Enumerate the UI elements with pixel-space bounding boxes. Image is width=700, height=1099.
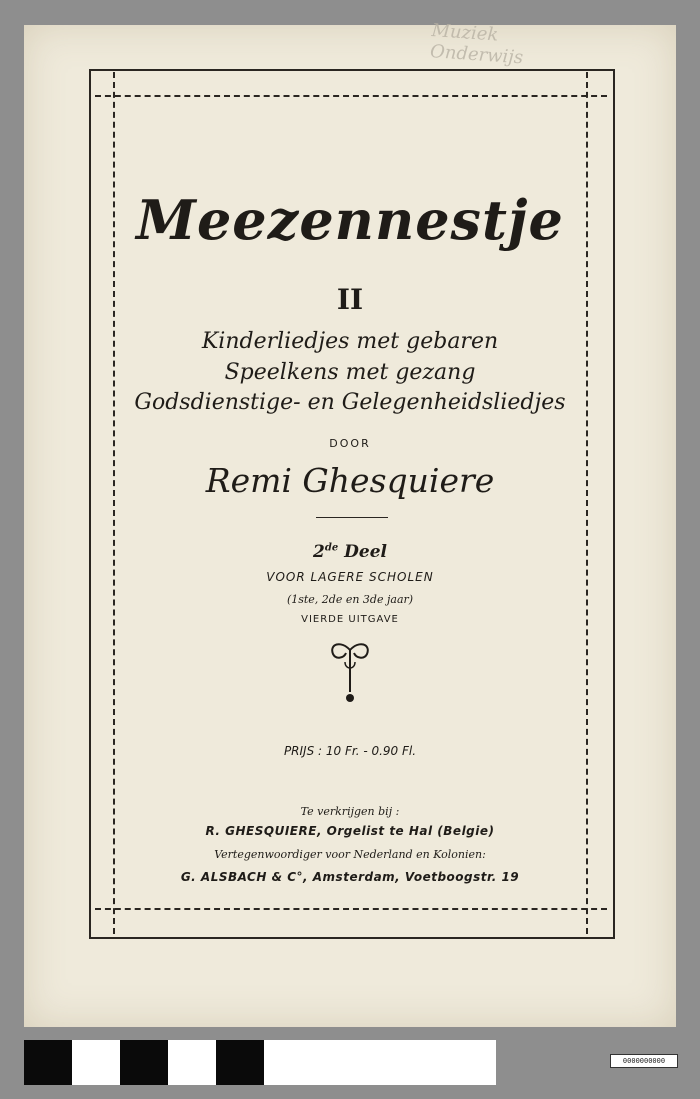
book-title: Meezennestje <box>136 188 564 252</box>
calibration-patch-black <box>216 1040 264 1085</box>
by-label: DOOR <box>329 437 371 450</box>
representative-label: Vertegenwoordiger voor Nederland en Kolonien: <box>214 848 486 861</box>
ornament-icon <box>327 640 373 706</box>
calibration-patch-white <box>168 1040 216 1085</box>
pencil-line-2: Onderwijs <box>429 40 524 69</box>
author-name: Remi Ghesquiere <box>205 461 495 500</box>
part-number: 2 <box>313 542 325 562</box>
subtitle-line-2: Speelkens met gezang <box>224 360 476 385</box>
frame-dash-bottom <box>95 908 607 910</box>
available-label: Te verkrijgen bij : <box>300 805 400 818</box>
part-heading <box>0 542 700 562</box>
divider-rule <box>316 517 388 518</box>
reference-label: 0000000000 <box>610 1054 678 1068</box>
calibration-patch-black <box>24 1040 72 1085</box>
calibration-patch-white <box>264 1040 496 1085</box>
subtitle-line-1: Kinderliedjes met gebaren <box>201 329 499 354</box>
edition-line: VIERDE UITGAVE <box>301 614 399 625</box>
calibration-patch-white <box>72 1040 120 1085</box>
pencil-line-1: Muziek <box>430 20 500 46</box>
frame-dash-top <box>95 95 607 97</box>
volume-number: II <box>336 283 364 316</box>
subtitle-line-3: Godsdienstige- en Gelegenheidsliedjes <box>134 390 566 415</box>
calibration-patch-black <box>120 1040 168 1085</box>
part-suffix: de <box>324 542 339 554</box>
years-line: (1ste, 2de en 3de jaar) <box>286 593 414 606</box>
publisher-line-1: R. GHESQUIERE, Orgelist te Hal (Belgie) <box>205 824 495 838</box>
part-word: Deel <box>344 542 387 562</box>
publisher-line-2: G. ALSBACH & C°, Amsterdam, Voetboogstr. 19 <box>180 870 520 884</box>
price-line: PRIJS : 10 Fr. - 0.90 Fl. <box>283 744 417 758</box>
audience-line: VOOR LAGERE SCHOLEN <box>266 570 434 584</box>
